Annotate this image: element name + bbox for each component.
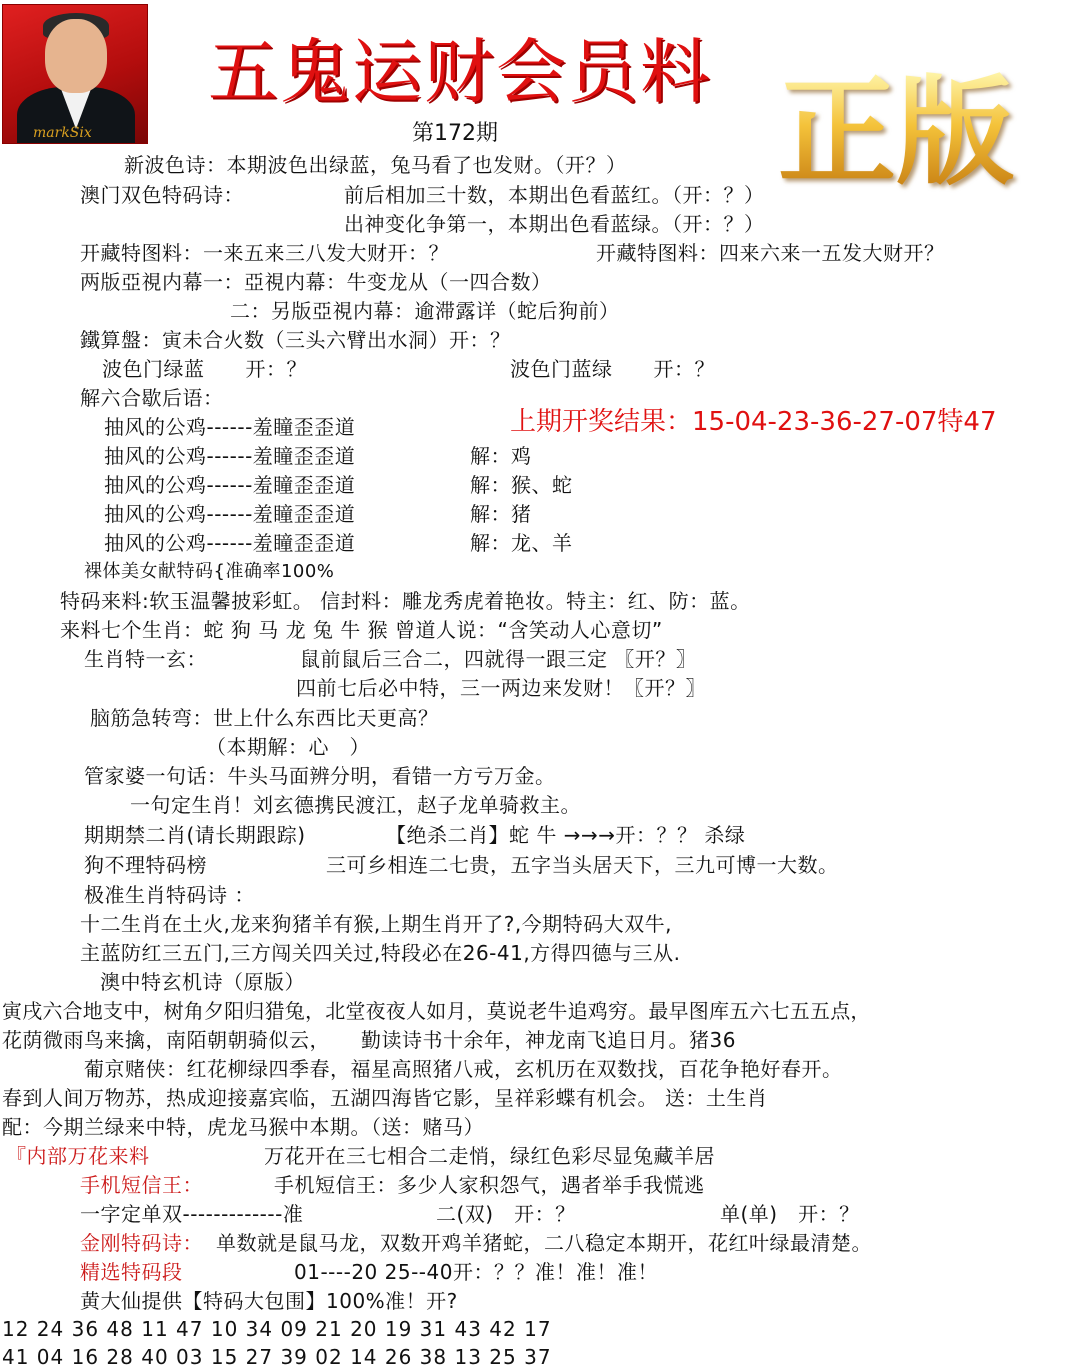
riddle-answer: 解：鸡 <box>470 444 532 468</box>
casino-hero-line: 葡京赌侠：红花柳绿四季春，福星高照猪八戒，玄机历在双数找，百花争艳好春开。 <box>84 1057 843 1081</box>
odd-even-label: 一字定单双-------------准 <box>80 1202 304 1226</box>
abacus-line: 鐵算盤：寅未合火数（三头六臂出水洞）开：？ <box>80 328 511 352</box>
goubuli-poem: 三可乡相连二七贵，五字当头居天下，三九可博一大数。 <box>326 853 839 877</box>
issue-number: 第172期 <box>412 121 498 146</box>
brain-teaser: 脑筋急转弯：世上什么东西比天更高？ <box>90 706 439 730</box>
inside-material-text: 万花开在三七相合二走悄，绿红色彩尽显兔藏羊居 <box>264 1144 715 1168</box>
page-title: 五鬼运财会员料 <box>208 31 712 113</box>
riddle-answer: 解：龙、羊 <box>470 531 573 555</box>
special-chart-b: 开藏特图料：四来六来一五发大财开？ <box>596 241 945 265</box>
wong-tai-sin-line: 黄大仙提供【特码大包围】100%准！开? <box>80 1289 458 1313</box>
wave-gate-green-blue: 波色门绿蓝 开：？ <box>102 357 307 381</box>
goubuli-label: 狗不理特码榜 <box>84 853 207 877</box>
macau-mystery-line2: 花荫微雨鸟来擒，南陌朝朝骑似云， 勤读诗书十余年，神龙南飞追日月。猪36 <box>2 1028 736 1052</box>
one-sentence-zodiac: 一句定生肖！刘玄德携民渡江，赵子龙单骑救主。 <box>130 793 581 817</box>
macau-mystery-heading: 澳中特玄机诗（原版） <box>100 970 305 994</box>
photo-face <box>45 19 107 93</box>
macau-mystery-line1: 寅戌六合地支中，树角夕阳归猎兔，北堂夜夜人如月，莫说老牛追鸡穷。最早图库五六七五五点， <box>2 999 871 1023</box>
macau-color-poem-label: 澳门双色特码诗： <box>80 183 244 207</box>
selected-range-value: 01----20 25--40开：？？准！准！准！ <box>294 1260 658 1284</box>
riddle-heading: 解六合歇后语： <box>80 386 224 410</box>
number-row-1: 12 24 36 48 11 47 10 34 09 21 20 19 31 43 42 17 <box>2 1317 552 1341</box>
riddle-answer: 解：猪 <box>470 502 532 526</box>
zodiac-mystery-line1: 鼠前鼠后三合二，四就得一跟三定 〖开？〗 <box>300 647 697 671</box>
riddle-line: 抽风的公鸡------羞瞳歪歪道 <box>104 444 356 468</box>
banned-two-value: 【绝杀二肖】蛇 牛 →→→开：？？ 杀绿 <box>386 823 746 847</box>
photo-watermark: markSix <box>33 125 92 141</box>
macau-color-poem-line1: 前后相加三十数，本期出色看蓝红。（开：？） <box>344 183 765 207</box>
spring-poem-line: 春到人间万物苏，热成迎接嘉宾临，五湖四海皆它影，呈祥彩蝶有机会。 送：土生肖 <box>2 1086 768 1110</box>
number-row-2: 41 04 16 28 40 03 15 27 39 02 14 26 38 13 25 37 <box>2 1345 552 1369</box>
sms-king-text: 手机短信王：多少人家积怨气，遇者举手我慌逃 <box>274 1173 705 1197</box>
precise-poem-line1: 十二生肖在土火,龙来狗猪羊有猴,上期生肖开了?,今期特码大双牛, <box>80 912 673 936</box>
diamond-poem-label: 金刚特码诗： <box>80 1231 203 1255</box>
brain-teaser-answer: （本期解：心 ） <box>206 735 370 759</box>
diamond-poem-text: 单数就是鼠马龙，双数开鸡羊猪蛇，二八稳定本期开，花红叶绿最清楚。 <box>216 1231 872 1255</box>
atv-inside-one: 两版亞視内幕一：亞視内幕：牛变龙从（一四合数） <box>80 270 552 294</box>
match-line: 配：今期兰绿来中特，虎龙马猴中本期。（送：赌马） <box>2 1115 484 1139</box>
atv-inside-two: 二：另版亞視内幕：逾滞露详（蛇后狗前） <box>230 299 620 323</box>
riddle-answer: 解：猴、蛇 <box>470 473 573 497</box>
sms-king-label: 手机短信王： <box>80 1173 203 1197</box>
riddle-line: 抽风的公鸡------羞瞳歪歪道 <box>104 473 356 497</box>
precise-poem-heading: 极准生肖特码诗 ： <box>84 883 255 907</box>
header-photo <box>2 4 148 144</box>
macau-color-poem-line2: 出神变化争第一，本期出色看蓝绿。（开：？） <box>344 212 765 236</box>
riddle-line: 抽风的公鸡------羞瞳歪歪道 <box>104 502 356 526</box>
special-chart-a: 开藏特图料：一来五来三八发大财开：？ <box>80 241 449 265</box>
wave-color-poem: 新波色诗：本期波色出绿蓝，兔马看了也发财。（开？） <box>124 153 627 177</box>
precise-poem-line2: 主蓝防红三五门,三方闯关四关过,特段必在26-41,方得四德与三从. <box>80 941 681 965</box>
riddle-line: 抽风的公鸡------羞瞳歪歪道 <box>104 531 356 555</box>
odd-even-even: 二(双) 开：？ <box>436 1202 576 1226</box>
riddle-line: 抽风的公鸡------羞瞳歪歪道 <box>104 415 356 439</box>
wave-gate-blue-green: 波色门蓝绿 开：？ <box>510 357 715 381</box>
housekeeper-line: 管家婆一句话：牛头马面辨分明，看错一方亏万金。 <box>84 764 556 788</box>
last-draw-result: 上期开奖结果：15-04-23-36-27-07特47 <box>510 407 997 437</box>
zodiac-mystery-line2: 四前七后必中特，三一两边来发财！〖开？〗 <box>296 676 706 700</box>
selected-range-label: 精选特码段 <box>80 1260 183 1284</box>
authentic-badge: 正版 <box>778 62 1015 201</box>
zodiac-mystery-label: 生肖特一玄： <box>84 647 207 671</box>
inside-material-label: 『内部万花来料 <box>6 1144 150 1168</box>
odd-even-odd: 单(单) 开：？ <box>720 1202 860 1226</box>
banned-two-label: 期期禁二肖(请长期跟踪) <box>84 823 306 847</box>
accuracy-line: 裸体美女献特码{准确率100% <box>84 561 335 582</box>
seven-zodiacs: 来料七个生肖：蛇 狗 马 龙 兔 牛 猴 曾道人说：“含笑动人心意切” <box>60 618 663 642</box>
special-code-material: 特码来料:软玉温馨披彩虹。 信封料：雕龙秀虎着艳妆。特主：红、防：蓝。 <box>60 589 751 613</box>
